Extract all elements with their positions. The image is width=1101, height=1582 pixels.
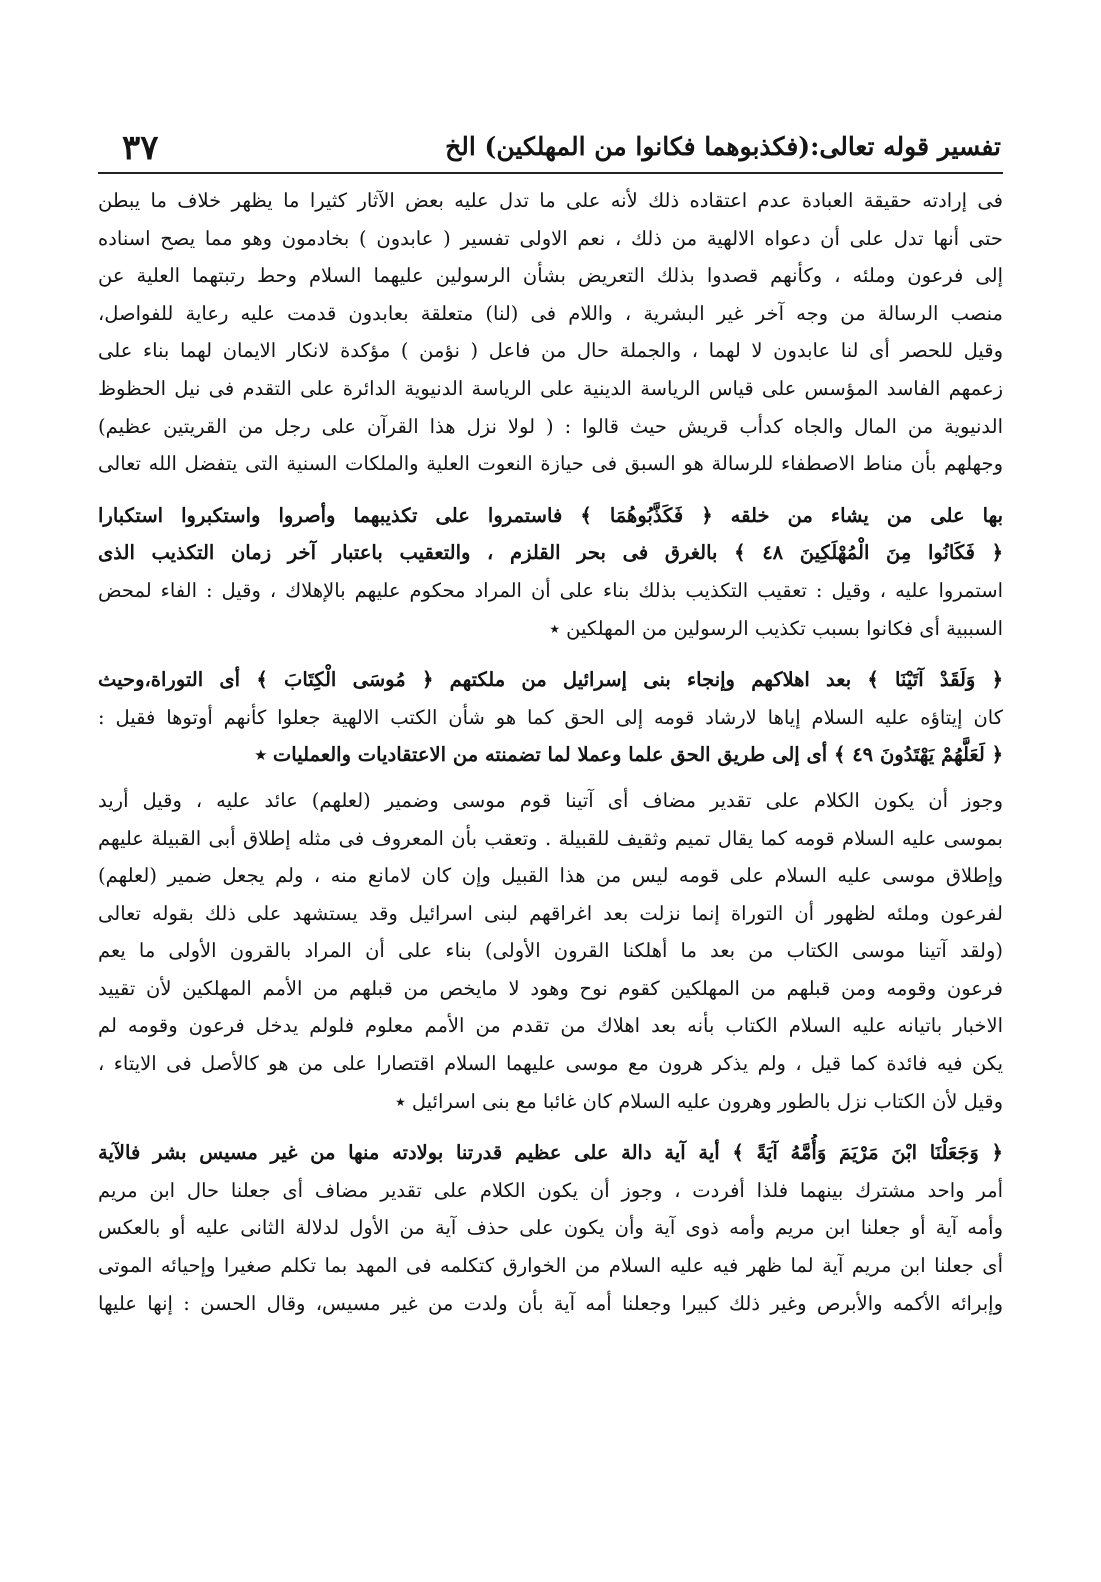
text-line: أمر واحد مشترك بينهما فلذا أفردت ، وجوز أن يكون الكلام على تقدير مضاف أى جعلنا حال ابن مريم: [98, 1178, 1003, 1202]
text-line: (ولقد آتينا موسى الكتاب من بعد ما أهلكنا القرون الأولى) بناء على أن المراد بالقرون الأولى ما يعم: [98, 939, 1003, 963]
paragraph: [98, 1134, 1003, 1322]
text-line: بموسى عليه السلام قومه كما يقال تميم وثقيف للقبيلة . وتعقب بأن المعروف فى مثله إطلاق أبى القبيلة عليهم: [98, 826, 1003, 850]
body-text: [98, 182, 1003, 1322]
paragraph: [98, 182, 1003, 483]
text-line: أى جعلنا ابن مريم آية لما ظهر فيه عليه السلام من الخوارق كتكلمه فى المهد بما تكلم صغيرا وإحيائه الموتى: [98, 1254, 1003, 1278]
page-header: [100, 128, 1001, 170]
text-line: بها على من يشاء من خلقه ﴿ فَكَذَّبُوهُمَا ﴾ فاستمروا على تكذيبهما وأصروا واستكبروا استكبارا: [98, 503, 1003, 527]
text-line: ﴿ لَعَلَّهُمْ يَهْتَدُونَ ٤٩ ﴾ أى إلى طريق الحق علما وعملا لما تضمنته من الاعتقاديات والعمليات ٭: [255, 743, 1003, 767]
text-line: وإبرائه الأكمه والأبرص وغير ذلك كبيرا وجعلنا أمه آية بأن ولدت من غير مسيس، وقال الحسن : إنها عليها: [98, 1291, 1003, 1315]
text-line: السببية أى فكانوا بسبب تكذيب الرسولين من المهلكين ٭: [549, 616, 1003, 640]
text-line: فرعون وقومه ومن قبلهم من المهلكين كقوم نوح وهود لا مايخص من قبلهم من الأمم المهلكين لأن تقييد: [98, 976, 1003, 1000]
paragraph: [98, 497, 1003, 647]
paragraph-spacer: [98, 647, 1003, 661]
text-line: وقيل لأن الكتاب نزل بالطور وهرون عليه السلام كان غائبا مع بنى اسرائيل ٭: [395, 1089, 1003, 1113]
paragraph-spacer: [98, 1120, 1003, 1134]
text-line: زعمهم الفاسد المؤسس على قياس الرياسة الدينية على الرياسة الدنيوية الدائرة على التقدم فى نيل الحظوظ: [98, 376, 1003, 400]
text-line: ﴿ وَلَقَدْ آتَيْنَا ﴾ بعد اهلاكهم وإنجاء بنى إسرائيل من ملكتهم ﴿ مُوسَى الْكِتَابَ ﴾ أى التوراة،وحيث: [98, 668, 1003, 692]
text-line: يكن فيه فائدة كما قيل ، ولم يذكر هرون مع موسى عليهما السلام اقتصارا على من هو كالأصل فى الايتاء ،: [98, 1052, 1003, 1076]
text-line: إلى فرعون وملئه ، وكأنهم قصدوا بذلك التعريض بشأن الرسولين عليهما السلام وحط رتبتهما العلية عن: [98, 264, 1003, 288]
paragraph-spacer: [98, 774, 1003, 782]
text-line: وجهلهم بأن مناط الاصطفاء للرسالة هو السبق فى حيازة النعوت العلية والملكات السنية التى يتفضل الله تعالى: [98, 452, 1003, 476]
paragraph: [98, 782, 1003, 1120]
header-divider: [98, 172, 1003, 174]
page-number: ٣٧: [122, 128, 159, 168]
text-line: وأمه آية أو جعلنا ابن مريم وأمه ذوى آية وأن يكون على حذف آية من الأول لدلالة الثانى عليه أو بالعكس: [98, 1216, 1003, 1240]
text-line: لفرعون وملئه لظهور أن التوراة إنما نزلت بعد اغراقهم لبنى اسرائيل وقد يستشهد على ذلك بقوله تعالى: [98, 901, 1003, 925]
text-line: فى إرادته حقيقة العبادة عدم اعتقاده ذلك لأنه على ما تدل عليه بعض الآثار كثيرا ما يظهر خلاف ما يبطن: [98, 189, 1003, 212]
text-line: الاخبار باتيانه عليه السلام الكتاب بأنه بعد اهلاك من تقدم من الأمم معلوم فلولم يدخل فرعون وقومه لم: [98, 1014, 1003, 1038]
text-line: وقيل للحصر أى لنا عابدون لا لهما ، والجملة حال من فاعل ( نؤمن ) مؤكدة لانكار الايمان لهما بناء على: [98, 339, 1003, 363]
text-line: حتى أنها تدل على أن دعواه الالهية من ذلك ، نعم الاولى تفسير ( عابدون ) بخادمون وهو مما يصح اسناده: [98, 226, 1003, 250]
text-line: وجوز أن يكون الكلام على تقدير مضاف أى آتينا قوم موسى وضمير (لعلهم) عائد عليه ، وقيل أريد: [98, 788, 1003, 812]
text-line: الدنيوية من المال والجاه كدأب قريش حيث قالوا : ( لولا نزل هذا القرآن على رجل من القريتين عظيم): [98, 414, 1003, 438]
text-line: وإطلاق موسى عليه السلام على قومه ليس من هذا القبيل وإن كان لامانع منه ، ولم يجعل ضمير (لعلهم): [98, 864, 1003, 888]
text-line: ﴿ فَكَانُوا مِنَ الْمُهْلَكِينَ ٤٨ ﴾ بالغرق فى بحر القلزم ، والتعقيب باعتبار آخر زمان التكذيب الذى: [98, 541, 1003, 565]
text-line: منصب الرسالة من وجه آخر غير البشرية ، واللام فى (لنا) متعلقة بعابدون قدمت عليه رعاية للفواصل،: [98, 301, 1003, 325]
paragraph-spacer: [98, 483, 1003, 497]
text-line: كان إيتاؤه عليه السلام إياها لارشاد قومه إلى الحق كما هو شأن الكتب الالهية جعلوا كأنهم أوتوها فقيل :: [98, 705, 1003, 729]
text-line: ﴿ وَجَعَلْنَا ابْنَ مَرْيَمَ وَأُمَّهُ آيَةً ﴾ أية آية دالة على عظيم قدرتنا بولادته منها من غير مسيس بشر فالآية: [98, 1141, 1003, 1165]
running-title: تفسير قوله تعالى:(فكذبوهما فكانوا من المهلكين) الخ: [445, 132, 1001, 161]
paragraph: [98, 661, 1003, 774]
text-line: استمروا عليه ، وقيل : تعقيب التكذيب بذلك بناء على أن المراد محكوم عليهم بالإهلاك ، وقيل : الفاء لمحض: [98, 578, 1003, 602]
